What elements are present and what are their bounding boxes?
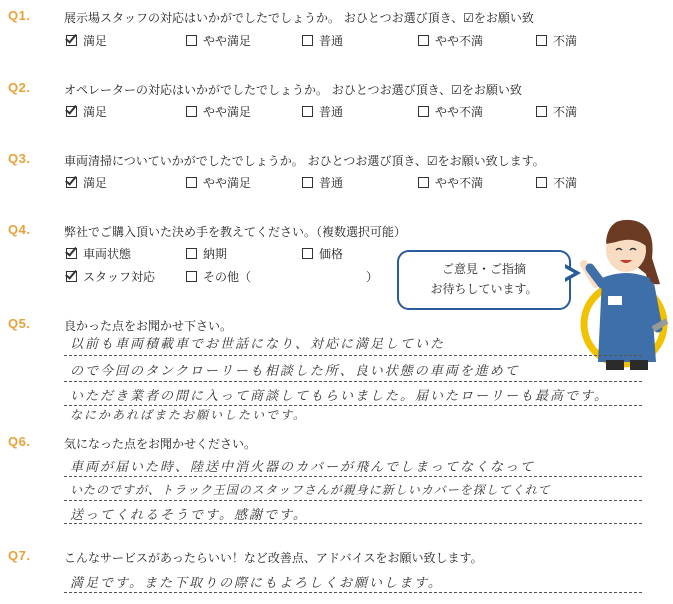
q4-option-vehicle-condition[interactable]: 車両状態 [66,245,131,262]
q3-number: Q3. [8,151,31,166]
checkbox-icon[interactable] [66,106,77,117]
q3-option-2[interactable]: やや満足 [186,174,251,191]
q2-option-3[interactable]: 普通 [302,103,343,120]
checkbox-icon[interactable] [302,177,313,188]
q2-option-4[interactable]: やや不満 [418,103,483,120]
q5-number: Q5. [8,316,31,331]
answer-rule [64,500,642,501]
checkbox-icon[interactable] [186,177,197,188]
q6-answer-line-1: 車両が届いた時、陸送中消火器のカバーが飛んでしまってなくなって [70,460,536,475]
mascot-icon [572,212,672,382]
q3-question: 車両清掃についていかがでしたでしょうか。 おひとつお選び頂き、☑をお願い致します。 [64,154,545,168]
q4-number: Q4. [8,222,31,237]
q2-option-2[interactable]: やや満足 [186,103,251,120]
q3-option-5[interactable]: 不満 [536,174,577,191]
q1-number: Q1. [8,8,31,23]
q5-answer-line-1: 以前も車両積載車でお世話になり、対応に満足していた [70,337,446,352]
q1-option-1[interactable]: 満足 [66,32,107,49]
answer-rule [64,592,642,593]
checkbox-icon[interactable] [302,106,313,117]
q7-question: こんなサービスがあったらいい！など改善点、アドバイスをお願い致します。 [64,551,483,565]
q1-option-5[interactable]: 不満 [536,32,577,49]
q2-option-5[interactable]: 不満 [536,103,577,120]
answer-rule [64,381,642,382]
checkbox-icon[interactable] [66,177,77,188]
q1-question: 展示場スタッフの対応はいかがでしたでしょうか。 おひとつお選び頂き、☑をお願い致 [64,11,534,25]
answer-rule [64,523,642,524]
checkbox-icon[interactable] [186,271,197,282]
checkbox-icon[interactable] [66,271,77,282]
q2-option-1[interactable]: 満足 [66,103,107,120]
q2-question: オペレーターの対応はいかがでしたでしょうか。 おひとつお選び頂き、☑をお願い致 [64,83,522,97]
q1-option-4[interactable]: やや不満 [418,32,483,49]
q3-option-4[interactable]: やや不満 [418,174,483,191]
checkbox-icon[interactable] [536,177,547,188]
q1-option-2[interactable]: やや満足 [186,32,251,49]
bubble-line-2: お待ちしています。 [430,282,538,296]
answer-rule [64,355,642,356]
q6-answer-line-3: 送ってくれるそうです。感謝です。 [70,508,308,523]
checkbox-icon[interactable] [66,35,77,46]
checkbox-icon[interactable] [186,35,197,46]
checkbox-icon[interactable] [418,106,429,117]
q4-option-other[interactable]: その他（ [186,268,251,285]
checkbox-icon[interactable] [302,35,313,46]
checkbox-icon[interactable] [536,106,547,117]
q3-option-1[interactable]: 満足 [66,174,107,191]
checkbox-icon[interactable] [186,248,197,259]
checkbox-icon[interactable] [186,106,197,117]
checkbox-icon[interactable] [536,35,547,46]
q2-number: Q2. [8,80,31,95]
checkbox-icon[interactable] [302,248,313,259]
q1-option-3[interactable]: 普通 [302,32,343,49]
q4-option-price[interactable]: 価格 [302,245,343,262]
checkbox-icon[interactable] [418,177,429,188]
q4-option-delivery[interactable]: 納期 [186,245,227,262]
answer-rule [64,476,642,477]
q4-other-close-paren: ） [366,270,379,284]
q7-answer-line-1: 満足です。また下取りの際にもよろしくお願いします。 [70,576,443,591]
q5-question: 良かった点をお聞かせ下さい。 [64,319,233,333]
q6-number: Q6. [8,434,31,449]
checkbox-icon[interactable] [418,35,429,46]
bubble-line-1: ご意見・ご指摘 [441,262,526,276]
q6-answer-line-2: いたのですが、トラック王国のスタッフさんが親身に新しいカバーを探してくれて [70,483,551,497]
q4-option-staff[interactable]: スタッフ対応 [66,268,155,285]
checkbox-icon[interactable] [66,248,77,259]
q4-question: 弊社でご購入頂いた決め手を教えてください。（複数選択可能） [64,225,407,239]
q5-answer-line-4: なにかあればまたお願いしたいです。 [70,408,308,422]
q5-answer-line-2: ので今回のタンクローリーも相談した所、良い状態の車両を進めて [70,364,520,379]
q3-option-3[interactable]: 普通 [302,174,343,191]
q6-question: 気になった点をお聞かせください。 [64,437,257,451]
q7-number: Q7. [8,548,31,563]
q5-answer-line-3: いただき業者の間に入って商談してもらいました。届いたローリーも最高です。 [70,389,609,404]
